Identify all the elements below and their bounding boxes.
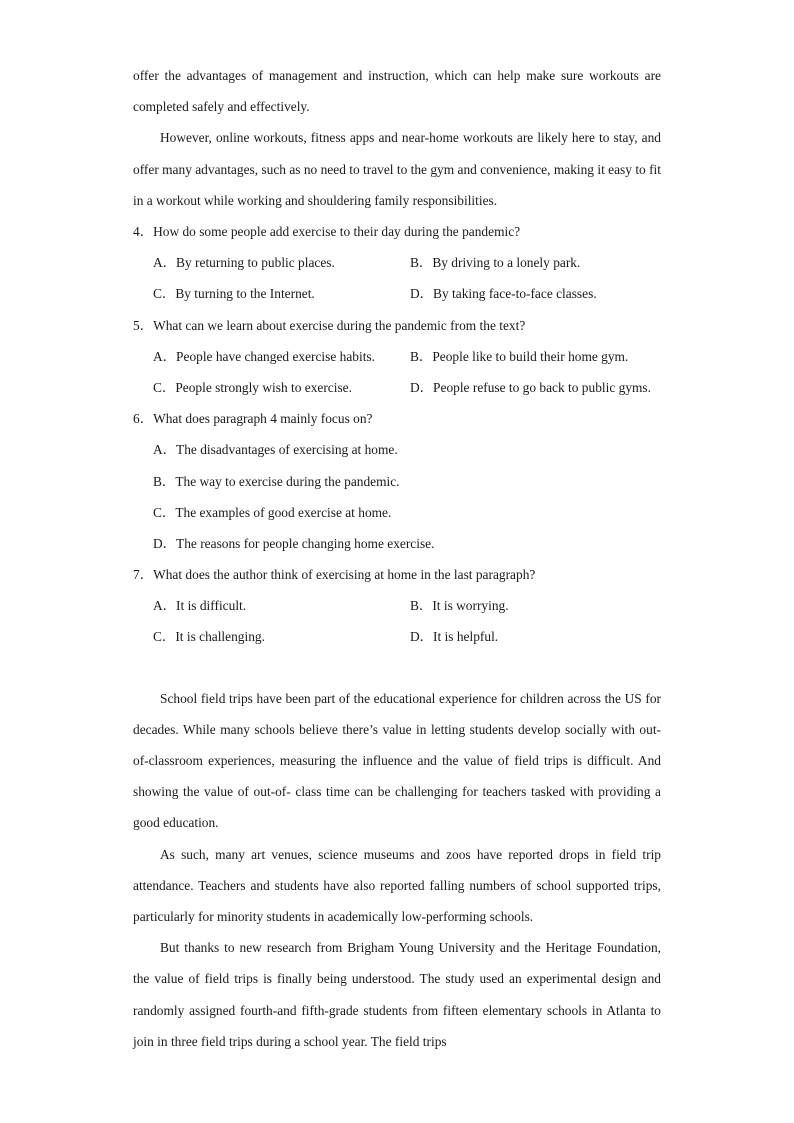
passage1-last-paragraph: However, online workouts, fitness apps and near-home workouts are likely here to stay, and offer many advantages, such as no need to travel to the gym and convenience, making it easy to fit in a workout while working and shouldering family responsibilities. bbox=[133, 130, 661, 208]
option-a: A．By returning to public places. bbox=[153, 255, 335, 271]
question-4 bbox=[133, 216, 661, 310]
question-7 bbox=[133, 559, 661, 653]
passage2-paragraph-2: As such, many art venues, science museums and zoos have reported drops in field trip attendance. Teachers and students have also reported falling numbers of school supported trips, particularly for minority students in academically low-performing schools. bbox=[133, 846, 661, 925]
question-stem: 4．How do some people add exercise to their day during the pandemic? bbox=[133, 224, 521, 240]
option-row bbox=[133, 372, 661, 403]
option-row bbox=[133, 341, 661, 372]
section-gap bbox=[133, 653, 661, 683]
option-d: D．It is helpful. bbox=[410, 629, 499, 645]
option-a: A．People have changed exercise habits. bbox=[153, 348, 375, 364]
passage1-fragment: offer the advantages of management and instruction, which can help make sure workouts are completed safely and effectively. bbox=[133, 68, 661, 115]
question-stem: 7．What does the author think of exercising at home in the last paragraph? bbox=[133, 567, 536, 583]
option-c: C．It is challenging. bbox=[153, 629, 265, 645]
option-a: A．The disadvantages of exercising at home. bbox=[153, 442, 398, 458]
option-c: C．People strongly wish to exercise. bbox=[153, 379, 352, 395]
question-stem: 6．What does paragraph 4 mainly focus on? bbox=[133, 411, 373, 427]
option-d: D．People refuse to go back to public gyms. bbox=[410, 379, 651, 395]
passage2-paragraph-1: School field trips have been part of the educational experience for children across the US for decades. While many schools believe there’s value in letting students develop socially with out-of-classroom experiences, measuring the influence and the value of field trips is difficult. And showing the value of out-of- class time can be challenging for teachers tasked with providing a good education. bbox=[133, 690, 661, 831]
option-b: B．People like to build their home gym. bbox=[410, 348, 629, 364]
question-5 bbox=[133, 310, 661, 404]
option-d: D．The reasons for people changing home exercise. bbox=[153, 535, 435, 551]
option-row bbox=[133, 247, 661, 278]
option-d: D．By taking face-to-face classes. bbox=[410, 286, 597, 302]
question-6 bbox=[133, 403, 661, 559]
option-row bbox=[133, 621, 661, 652]
passage2-paragraph-3: But thanks to new research from Brigham Young University and the Heritage Foundation, the value of field trips is finally being understood. The study used an experimental design and randomly assigned fourth-and fifth-grade students from fifteen elementary schools in Atlanta to join in three field trips during a school year. The field trips bbox=[133, 940, 661, 1049]
option-c: C．By turning to the Internet. bbox=[153, 286, 315, 302]
document-page bbox=[133, 60, 661, 1057]
question-stem: 5．What can we learn about exercise during the pandemic from the text? bbox=[133, 317, 526, 333]
option-b: B．It is worrying. bbox=[410, 598, 509, 614]
option-b: B．The way to exercise during the pandemic. bbox=[153, 473, 400, 489]
option-b: B．By driving to a lonely park. bbox=[410, 255, 581, 271]
option-row bbox=[133, 278, 661, 309]
option-row bbox=[133, 590, 661, 621]
option-a: A．It is difficult. bbox=[153, 598, 247, 614]
option-c: C．The examples of good exercise at home. bbox=[153, 504, 392, 520]
